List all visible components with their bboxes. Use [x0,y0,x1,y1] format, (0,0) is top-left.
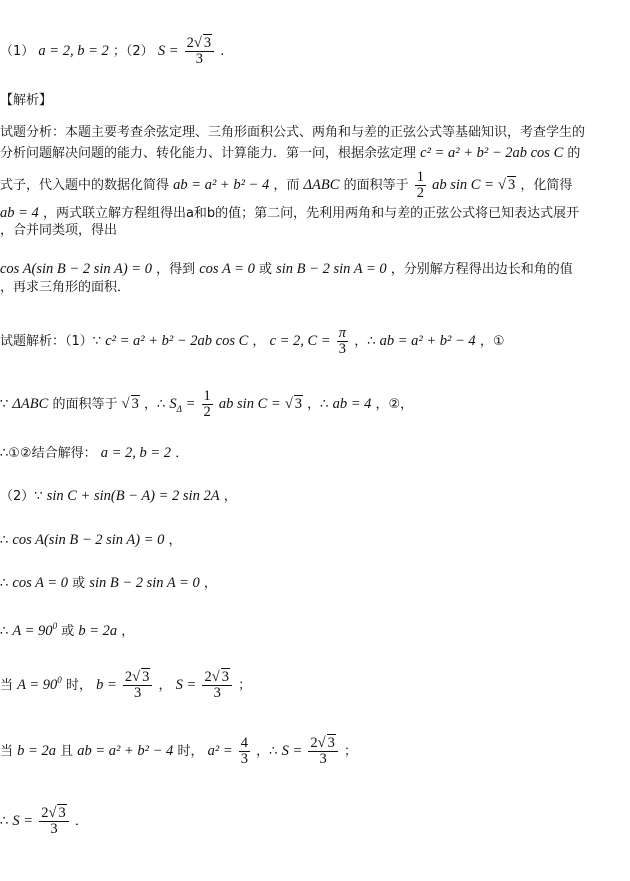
half-den: 2 [416,185,424,201]
sol-half-num: 1 [203,388,211,404]
case1-b-fraction: $\frac{2√ 3}{3}$ [123,670,152,701]
analysis-expr-ab: ab = a² + b² − 4 [173,177,270,193]
pi-den: 3 [338,341,347,357]
solution-text-8b: 时， [65,678,92,693]
solution-text-9b: 且 [60,744,74,759]
solution-text-2d: ，∴ [307,397,329,412]
solution-text-8a: 当 [0,678,14,693]
solution-text-1a: 试题解析：（1）∵ [0,334,102,349]
solution-sin-eq: sin C + sin(B − A) = 2 sin 2A [46,488,220,504]
solution-text-9e: ； [344,744,358,759]
solution-text-6b: 或 [72,576,86,591]
degree-sup: 0 [52,621,58,631]
solution-pi-fraction [337,326,348,357]
solution-text-2b: 的面积等于 [52,397,118,412]
solution-text-7c: ， [121,623,135,639]
jiexi-heading [0,92,52,110]
case2-a2-fraction [239,736,250,767]
analysis-line-4 [0,204,579,223]
case2-s-den: 3 [319,751,327,767]
part2-label: ；（2） [112,44,154,59]
case1-b-lhs: b = [96,677,117,693]
solution-text-10a: ∴ [0,814,9,829]
answer-line [0,36,224,67]
analysis-text-4: ，两式联立解方程组得出a和b的值；第二问，先利用两角和与差的正弦公式将已知表达式展开 [42,206,580,221]
solution-cosA0: cos A = 0 [12,575,68,591]
part1-label: （1） [0,44,35,59]
analysis-line-1 [0,124,585,142]
analysis-sinB-expr: sin B − 2 sin A = 0 [276,261,387,277]
solution-text-4b: ， [223,489,237,504]
case1-s-den: 3 [213,685,221,701]
analysis-line-2 [0,144,580,163]
final-s-den: 3 [50,821,58,837]
analysis-half-fraction [415,170,426,201]
solution-text-2e: ，②， [375,397,414,412]
solution-line-7 [0,617,134,641]
analysis-root: 3 [507,177,516,193]
analysis-text-6a: ，得到 [156,262,196,277]
solution-sinB-expr: sin B − 2 sin A = 0 [89,575,200,591]
solution-b2a: b = 2a [78,622,118,639]
answer-s-lhs: S = [157,43,179,59]
frac-num-root: 3 [203,35,212,51]
case2-ab-expr: ab = a² + b² − 4 [77,743,174,759]
analysis-text-3c: 的面积等于 [343,178,409,193]
final-s-root: 3 [58,805,66,821]
solution-factored: cos A(sin B − 2 sin A) = 0 [12,532,165,548]
case1-b-coef: 2 [124,669,133,685]
cosine-law-expr: c² = a² + b² − 2ab cos C [420,145,564,161]
solution-given-c: c = 2, C = [269,333,331,349]
case2-s-fraction: $\frac{2√ 3}{3}$ [308,736,337,767]
case1-s-coef: 2 [204,669,212,685]
solution-text-9c: 时， [177,744,204,759]
case1-s-lhs: S = [175,677,197,693]
analysis-line-7 [0,279,130,297]
solution-ab4: ab = 4 [332,396,372,412]
solution-result-ab: a = 2, b = 2 [100,445,172,461]
case2-b2a: b = 2a [17,743,56,759]
analysis-line-5 [0,222,117,240]
case2-a2-den: 3 [240,751,249,767]
case2-s-coef: 2 [310,735,318,751]
answer-fraction: $\frac{2√ 3}{3}$ [185,36,214,67]
solution-text-6c: ， [203,576,217,591]
case1-b-den: 3 [134,685,142,701]
solution-line-6 [0,574,217,593]
case2-s-root: 3 [327,735,335,751]
solution-text-10b: ． [74,814,88,829]
final-s-fraction: $\frac{2√ 3}{3}$ [39,806,68,837]
area-s: S [169,396,177,412]
half-num: 1 [416,169,424,185]
solution-text-1b: ， [252,334,266,349]
analysis-text-7: ，再求三角形的面积． [0,280,131,295]
area-eq: = [185,396,196,412]
final-s-coef: 2 [41,805,49,821]
solution-root-1: 3 [131,396,139,412]
solution-line-5 [0,531,182,550]
solution-text-3a: ∴①②结合解得： [0,446,97,461]
sol-half-den: 2 [203,404,211,420]
analysis-text-2: 分析问题解决问题的能力、转化能力、计算能力．第一问，根据余弦定理 [0,146,417,161]
analysis-text-6b: 或 [258,262,272,277]
analysis-text-3b: ，而 [273,178,300,193]
solution-text-8d: ； [238,678,252,693]
solution-text-7b: 或 [61,623,75,639]
solution-root-2: 3 [294,396,303,412]
analysis-text-6c: ，分别解方程得出边长和角的值 [390,262,573,277]
triangle-abc: ΔABC [303,177,340,193]
solution-text-5b: ， [168,533,182,548]
solution-text-2a: ∵ [0,397,9,412]
solution-line-2: ∵ ΔABC 的面积等于 √ 3 ，∴ $S_\Delta$ = $\frac{1}{2}$ ab sin C = √ 3 ，∴ ab = 4 ，②， [0,388,414,420]
analysis-text-2-end: 的 [567,146,581,161]
solution-cosine-law: c² = a² + b² − 2ab cos C [105,333,249,349]
solution-text-3b: ． [175,446,189,461]
analysis-factored-expr: cos A(sin B − 2 sin A) = 0 [0,261,152,277]
final-s-lhs: S = [12,813,34,829]
solution-triangle: ΔABC [12,396,49,412]
frac-num-coef: 2 [186,35,194,51]
case1-degree: 0 [57,675,62,686]
jiexi-text: 【解析】 [0,93,53,108]
solution-text-4a: （2）∵ [0,489,43,504]
analysis-ab4: ab = 4 [0,205,39,221]
analysis-text-5: ，合并同类项，得出 [0,223,118,238]
analysis-text-3d: ，化简得 [520,178,573,193]
solution-A90: A = 90 [12,622,53,639]
analysis-line-6 [0,260,573,279]
case1-A90: A = 90 [17,677,58,693]
answer-end: . [220,44,225,59]
case2-a2-num: 4 [240,735,249,751]
solution-line-8 [0,670,251,701]
analysis-text-1: 试题分析：本题主要考查余弦定理、三角形面积公式、两角和与差的正弦公式等基础知识，考查学生的 [0,125,586,140]
case1-b-root: 3 [142,669,150,685]
frac-den: 3 [195,51,203,67]
analysis-text-3a: 式子，代入题中的数据化简得 [0,178,170,193]
solution-text-6a: ∴ [0,576,9,591]
solution-text-9a: 当 [0,744,14,759]
solution-line-1 [0,326,504,357]
analysis-area-expr: ab sin C = [432,177,494,193]
solution-area-expr: ab sin C = [218,396,281,412]
solution-ab-expr: ab = a² + b² − 4 [379,333,476,349]
analysis-cosA0: cos A = 0 [199,261,255,277]
solution-text-1d: ，① [479,334,505,349]
area-sub: Δ [176,403,182,414]
solution-line-10 [0,806,88,837]
solution-text-9d: ，∴ [256,744,278,759]
solution-text-5a: ∴ [0,533,9,548]
solution-text-2c: ，∴ [143,397,166,412]
solution-line-3 [0,444,188,463]
case1-s-root: 3 [221,669,229,685]
solution-text-7a: ∴ [0,623,9,639]
solution-line-9 [0,736,357,767]
solution-half-fraction [202,389,213,420]
analysis-line-3: 式子，代入题中的数据化简得 ab = a² + b² − 4 ，而 ΔABC 的面积等于 $\frac{1}{2}$ ab sin C = √ 3 ，化简得 [0,169,573,201]
solution-line-4 [0,487,237,506]
case2-a2-lhs: a² = [207,743,233,759]
case2-s-lhs: S = [281,743,303,759]
solution-text-8c: ， [158,678,172,693]
pi-num: π [338,325,347,341]
case1-s-fraction: $\frac{2√ 3}{3}$ [202,670,231,701]
answer-part1-expr: a = 2, b = 2 [38,43,109,59]
solution-text-1c: ，∴ [354,334,376,349]
